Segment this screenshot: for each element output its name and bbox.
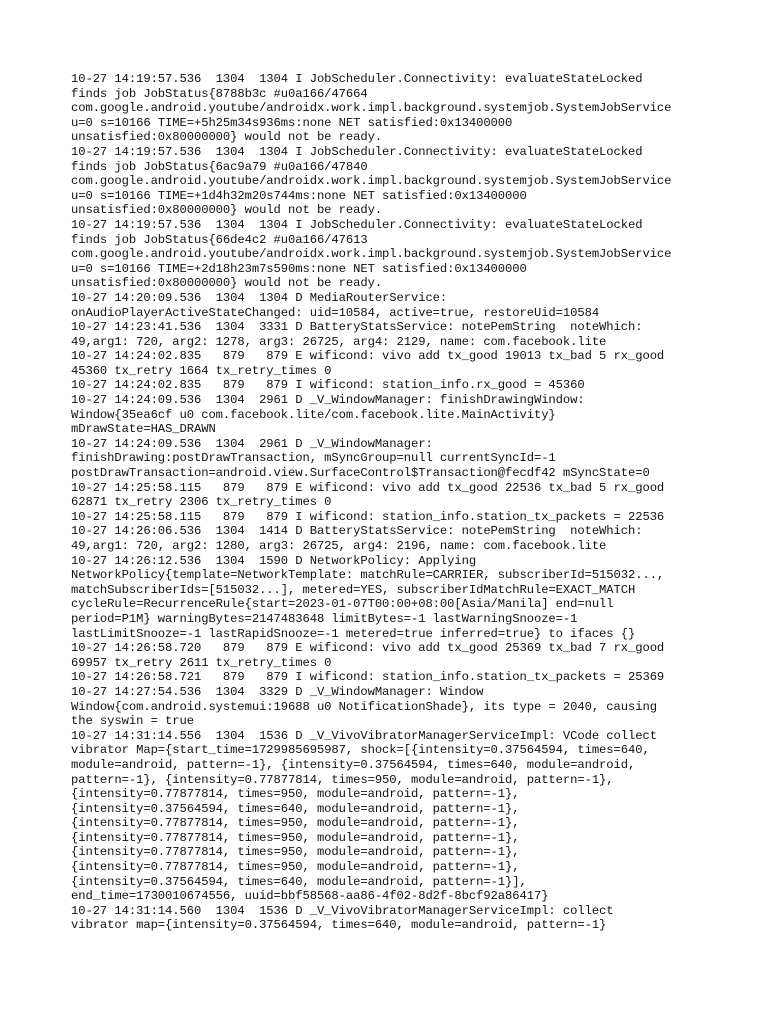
- log-line: {intensity=0.37564594, times=640, module=android, pattern=-1}],: [71, 874, 527, 889]
- log-line: onAudioPlayerActiveStateChanged: uid=10584, active=true, restoreUid=10584: [71, 305, 600, 320]
- log-line: NetworkPolicy{template=NetworkTemplate: matchRule=CARRIER, subscriberId=515032...,: [71, 568, 665, 583]
- log-line: Window{35ea6cf u0 com.facebook.lite/com.facebook.lite.MainActivity}: [71, 407, 556, 422]
- log-line: u=0 s=10166 TIME=+2d18h23m7s590ms:none NET satisfied:0x13400000: [71, 261, 527, 276]
- log-line: 62871 tx_retry 2306 tx_retry_times 0: [71, 495, 332, 510]
- log-line: the syswin = true: [71, 714, 194, 729]
- log-line: 10-27 14:27:54.536 1304 3329 D _V_WindowManager: Window: [71, 684, 484, 699]
- log-line: com.google.android.youtube/androidx.work.impl.background.systemjob.SystemJobService: [71, 174, 672, 189]
- log-line: 10-27 14:31:14.556 1304 1536 D _V_VivoVibratorManagerServiceImpl: VCode collect: [71, 728, 657, 743]
- log-line: end_time=1730010674556, uuid=bbf58568-aa86-4f02-8d2f-8bcf92a86417}: [71, 889, 549, 904]
- log-line: vibrator Map={start_time=1729985695987, shock=[{intensity=0.37564594, times=640,: [71, 743, 650, 758]
- log-line: u=0 s=10166 TIME=+1d4h32m20s744ms:none NET satisfied:0x13400000: [71, 188, 527, 203]
- log-line: period=P1M} warningBytes=2147483648 limitBytes=-1 lastWarningSnooze=-1: [71, 611, 578, 626]
- log-line: finishDrawing:postDrawTransaction, mSyncGroup=null currentSyncId=-1: [71, 451, 556, 466]
- log-line: 10-27 14:31:14.560 1304 1536 D _V_VivoVibratorManagerServiceImpl: collect: [71, 903, 614, 918]
- log-line: 69957 tx_retry 2611 tx_retry_times 0: [71, 655, 332, 670]
- log-line: mDrawState=HAS_DRAWN: [71, 422, 216, 437]
- log-line: matchSubscriberIds=[515032...], metered=YES, subscriberIdMatchRule=EXACT_MATCH: [71, 582, 636, 597]
- log-line: pattern=-1}, {intensity=0.77877814, times=950, module=android, pattern=-1},: [71, 772, 614, 787]
- log-line: 10-27 14:26:06.536 1304 1414 D BatteryStatsService: notePemString noteWhich:: [71, 524, 643, 539]
- log-line: 10-27 14:24:02.835 879 879 E wificond: vivo add tx_good 19013 tx_bad 5 rx_good: [71, 349, 665, 364]
- log-line: 10-27 14:20:09.536 1304 1304 D MediaRouterService:: [71, 290, 448, 305]
- log-line: {intensity=0.77877814, times=950, module=android, pattern=-1},: [71, 860, 520, 875]
- log-line: 10-27 14:24:09.536 1304 2961 D _V_WindowManager: finishDrawingWindow:: [71, 393, 585, 408]
- log-line: 49,arg1: 720, arg2: 1280, arg3: 26725, arg4: 2196, name: com.facebook.lite: [71, 539, 607, 553]
- log-line: 45360 tx_retry 1664 tx_retry_times 0: [71, 363, 332, 378]
- log-line: cycleRule=RecurrenceRule{start=2023-01-07T00:00+08:00[Asia/Manila] end=null: [71, 597, 614, 612]
- log-line: postDrawTransaction=android.view.SurfaceControl$Transaction@fecdf42 mSyncState=0: [71, 466, 650, 481]
- log-line: 10-27 14:26:12.536 1304 1590 D NetworkPolicy: Applying: [71, 553, 477, 568]
- log-line: lastLimitSnooze=-1 lastRapidSnooze=-1 metered=true inferred=true} to ifaces {}: [71, 626, 636, 641]
- log-line: unsatisfied:0x80000000} would not be ready.: [71, 276, 383, 291]
- log-line: finds job JobStatus{6ac9a79 #u0a166/47840: [71, 159, 368, 174]
- log-line: {intensity=0.37564594, times=640, module=android, pattern=-1},: [71, 801, 520, 816]
- log-line: 10-27 14:19:57.536 1304 1304 I JobScheduler.Connectivity: evaluateStateLocked: [71, 217, 643, 232]
- log-line: unsatisfied:0x80000000} would not be ready.: [71, 203, 383, 218]
- log-line: {intensity=0.77877814, times=950, module=android, pattern=-1},: [71, 787, 520, 802]
- log-line: 10-27 14:19:57.536 1304 1304 I JobScheduler.Connectivity: evaluateStateLocked: [71, 144, 643, 159]
- log-line: Window{com.android.systemui:19688 u0 NotificationShade}, its type = 2040, causing: [71, 699, 657, 714]
- log-line: finds job JobStatus{66de4c2 #u0a166/47613: [71, 232, 368, 247]
- log-line: 10-27 14:26:58.721 879 879 I wificond: station_info.station_tx_packets = 25369: [71, 670, 665, 685]
- log-document: [71, 72, 711, 933]
- log-line: 10-27 14:23:41.536 1304 3331 D BatteryStatsService: notePemString noteWhich:: [71, 320, 643, 335]
- log-line: 10-27 14:26:58.720 879 879 E wificond: vivo add tx_good 25369 tx_bad 7 rx_good: [71, 641, 665, 656]
- log-line: u=0 s=10166 TIME=+5h25m34s936ms:none NET satisfied:0x13400000: [71, 115, 513, 130]
- log-line: {intensity=0.77877814, times=950, module=android, pattern=-1},: [71, 830, 520, 845]
- log-line: {intensity=0.77877814, times=950, module=android, pattern=-1},: [71, 816, 520, 831]
- log-line: finds job JobStatus{8788b3c #u0a166/47664: [71, 86, 368, 101]
- log-line: com.google.android.youtube/androidx.work.impl.background.systemjob.SystemJobService: [71, 247, 672, 262]
- log-line: 10-27 14:24:02.835 879 879 I wificond: station_info.rx_good = 45360: [71, 378, 585, 393]
- log-line: 10-27 14:25:58.115 879 879 I wificond: station_info.station_tx_packets = 22536: [71, 509, 665, 524]
- log-line: 49,arg1: 720, arg2: 1278, arg3: 26725, arg4: 2129, name: com.facebook.lite: [71, 334, 607, 349]
- log-line: unsatisfied:0x80000000} would not be ready.: [71, 130, 383, 145]
- log-line: com.google.android.youtube/androidx.work.impl.background.systemjob.SystemJobService: [71, 101, 672, 116]
- log-line: 10-27 14:24:09.536 1304 2961 D _V_WindowManager:: [71, 436, 433, 451]
- log-line: 10-27 14:25:58.115 879 879 E wificond: vivo add tx_good 22536 tx_bad 5 rx_good: [71, 480, 665, 495]
- log-line: 10-27 14:19:57.536 1304 1304 I JobScheduler.Connectivity: evaluateStateLocked: [71, 72, 643, 86]
- log-line: {intensity=0.77877814, times=950, module=android, pattern=-1},: [71, 845, 520, 860]
- log-line: module=android, pattern=-1}, {intensity=0.37564594, times=640, module=android,: [71, 757, 636, 772]
- log-line: vibrator map={intensity=0.37564594, times=640, module=android, pattern=-1}: [71, 918, 607, 933]
